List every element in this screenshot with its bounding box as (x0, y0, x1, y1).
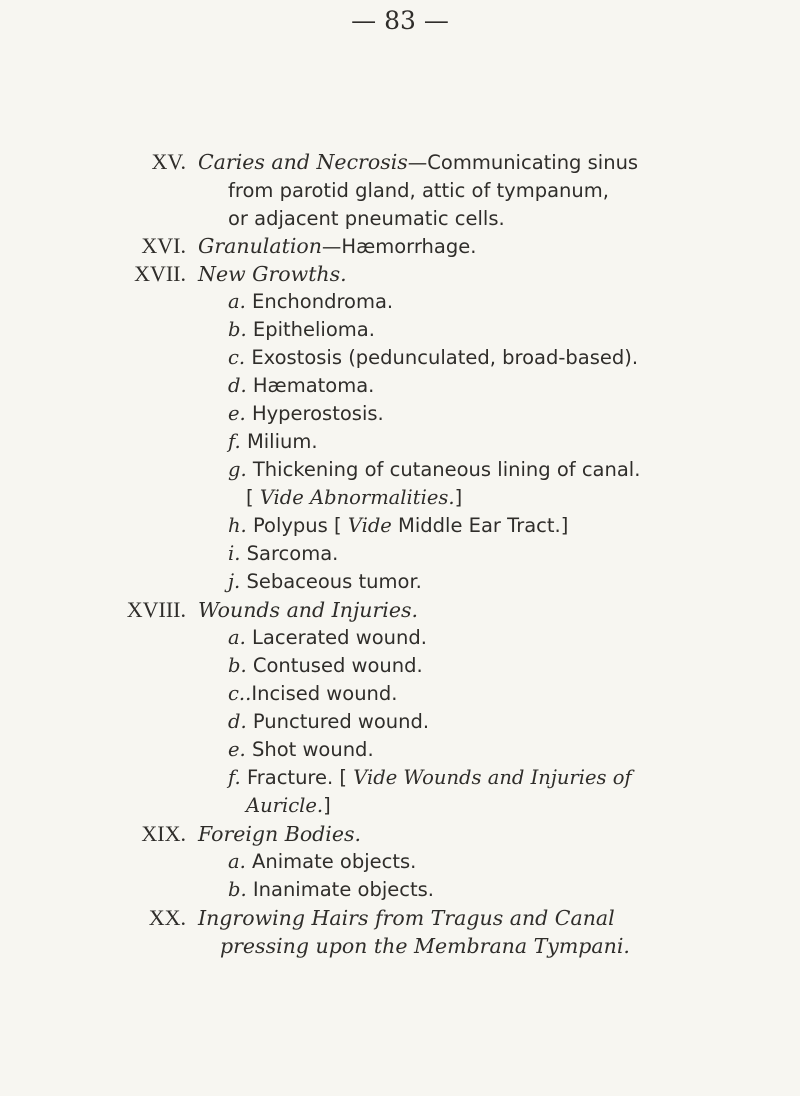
ref-close-bracket: ] (454, 486, 463, 509)
ref-rest-text: Middle Ear Tract.] (398, 514, 569, 537)
entry-xv-dash: — (407, 151, 428, 174)
list-item-xvii-b (228, 316, 788, 344)
list-item-xviii-f (228, 764, 788, 820)
entry-xv-text-line3: or adjacent pneumatic cells. (228, 207, 505, 230)
ref-vide-text: Vide Abnormalities. (259, 486, 455, 509)
numeral-xvi: XVI. (141, 233, 186, 258)
list-item-xviii-d (228, 708, 788, 736)
item-letter: a. (228, 290, 246, 313)
list-item-xviii-c (228, 680, 788, 708)
list-item-xviii-b (228, 652, 788, 680)
item-text: Exostosis (pedunculated, broad-based). (251, 346, 639, 369)
list-item-xvii-d (228, 372, 788, 400)
item-text: Thickening of cutaneous lining of canal. (252, 458, 641, 481)
list-item-xvii-c (228, 344, 788, 372)
numeral-xix: XIX. (141, 821, 186, 846)
entry-xvi-text: Hæmorrhage. (341, 235, 477, 258)
item-text: Epithelioma. (252, 318, 375, 341)
list-item-xvii-a (228, 288, 788, 316)
ref-line2-text: Auricle. (246, 794, 324, 817)
ref-open-bracket: [ (339, 766, 348, 789)
entry-xvi-title: Granulation (198, 234, 322, 258)
item-letter: e. (228, 402, 246, 425)
list-item-xix-a (228, 848, 788, 876)
entry-xv-text-line2: from parotid gland, attic of tympanum, (228, 179, 609, 202)
item-text: Contused wound. (252, 654, 423, 677)
item-letter: d. (228, 710, 247, 733)
item-letter: f. (228, 766, 241, 789)
entry-xix-title: Foreign Bodies. (198, 822, 362, 846)
item-letter: c.. (228, 682, 252, 705)
item-text: Sarcoma. (246, 542, 339, 565)
item-text: Lacerated wound. (252, 626, 427, 649)
item-text: Milium. (246, 430, 318, 453)
item-text: Hyperostosis. (251, 402, 384, 425)
item-text: Animate objects. (252, 850, 417, 873)
item-text: Punctured wound. (252, 710, 430, 733)
entry-xviii-title: Wounds and Injuries. (198, 598, 419, 622)
entry-xx-title-line2: pressing upon the Membrana Tympani. (220, 934, 630, 958)
numeral-xvii: XVII. (134, 261, 186, 286)
item-letter: f. (228, 430, 241, 453)
item-letter: a. (228, 626, 246, 649)
list-item-xvii-i (228, 540, 788, 568)
list-item-xviii-a (228, 624, 788, 652)
entry-xv-text-line1: Communicating sinus (427, 151, 639, 174)
item-letter: b. (228, 878, 247, 901)
item-letter: g. (228, 458, 247, 481)
ref-open-bracket: [ (334, 514, 342, 537)
ref-vide-text: Vide Wounds and Injuries of (353, 766, 632, 789)
ref-open-bracket: [ (246, 486, 254, 509)
numeral-xviii: XVIII. (126, 597, 186, 622)
item-text: Sebaceous tumor. (246, 570, 422, 593)
numeral-xx: XX. (148, 905, 186, 930)
item-letter: a. (228, 850, 246, 873)
item-letter: b. (228, 654, 247, 677)
item-letter: c. (228, 346, 246, 369)
entry-xv-title: Caries and Necrosis (198, 150, 408, 174)
item-text: Enchondroma. (252, 290, 394, 313)
item-letter: e. (228, 738, 246, 761)
ref-close-bracket: ] (323, 794, 331, 817)
list-item-xvii-j (228, 568, 788, 596)
entry-xvii-title: New Growths. (198, 262, 347, 286)
item-text: Polypus (252, 514, 328, 537)
item-text: Fracture. (246, 766, 334, 789)
entry-xvi-dash: — (321, 235, 342, 258)
item-text: Hæmatoma. (252, 374, 375, 397)
numeral-xv: XV. (151, 149, 186, 174)
list-item-xvii-f (228, 428, 788, 456)
ref-vide-text: Vide (347, 514, 392, 537)
item-text: Incised wound. (251, 682, 398, 705)
item-letter: j. (228, 570, 241, 593)
list-item-xvii-g (228, 456, 788, 512)
list-item-xviii-e (228, 736, 788, 764)
item-text: Shot wound. (251, 738, 374, 761)
item-reference-continued (228, 792, 788, 820)
list-item-xvii-e (228, 400, 788, 428)
item-letter: b. (228, 318, 247, 341)
page-number: — 83 — (351, 6, 449, 35)
entry-xx-title-line1: Ingrowing Hairs from Tragus and Canal (198, 906, 615, 930)
list-item-xix-b (228, 876, 788, 904)
item-letter: d. (228, 374, 247, 397)
item-reference (228, 484, 788, 512)
list-item-xvii-h (228, 512, 788, 540)
item-letter: h. (228, 514, 247, 537)
item-letter: i. (228, 542, 241, 565)
item-text: Inanimate objects. (252, 878, 434, 901)
